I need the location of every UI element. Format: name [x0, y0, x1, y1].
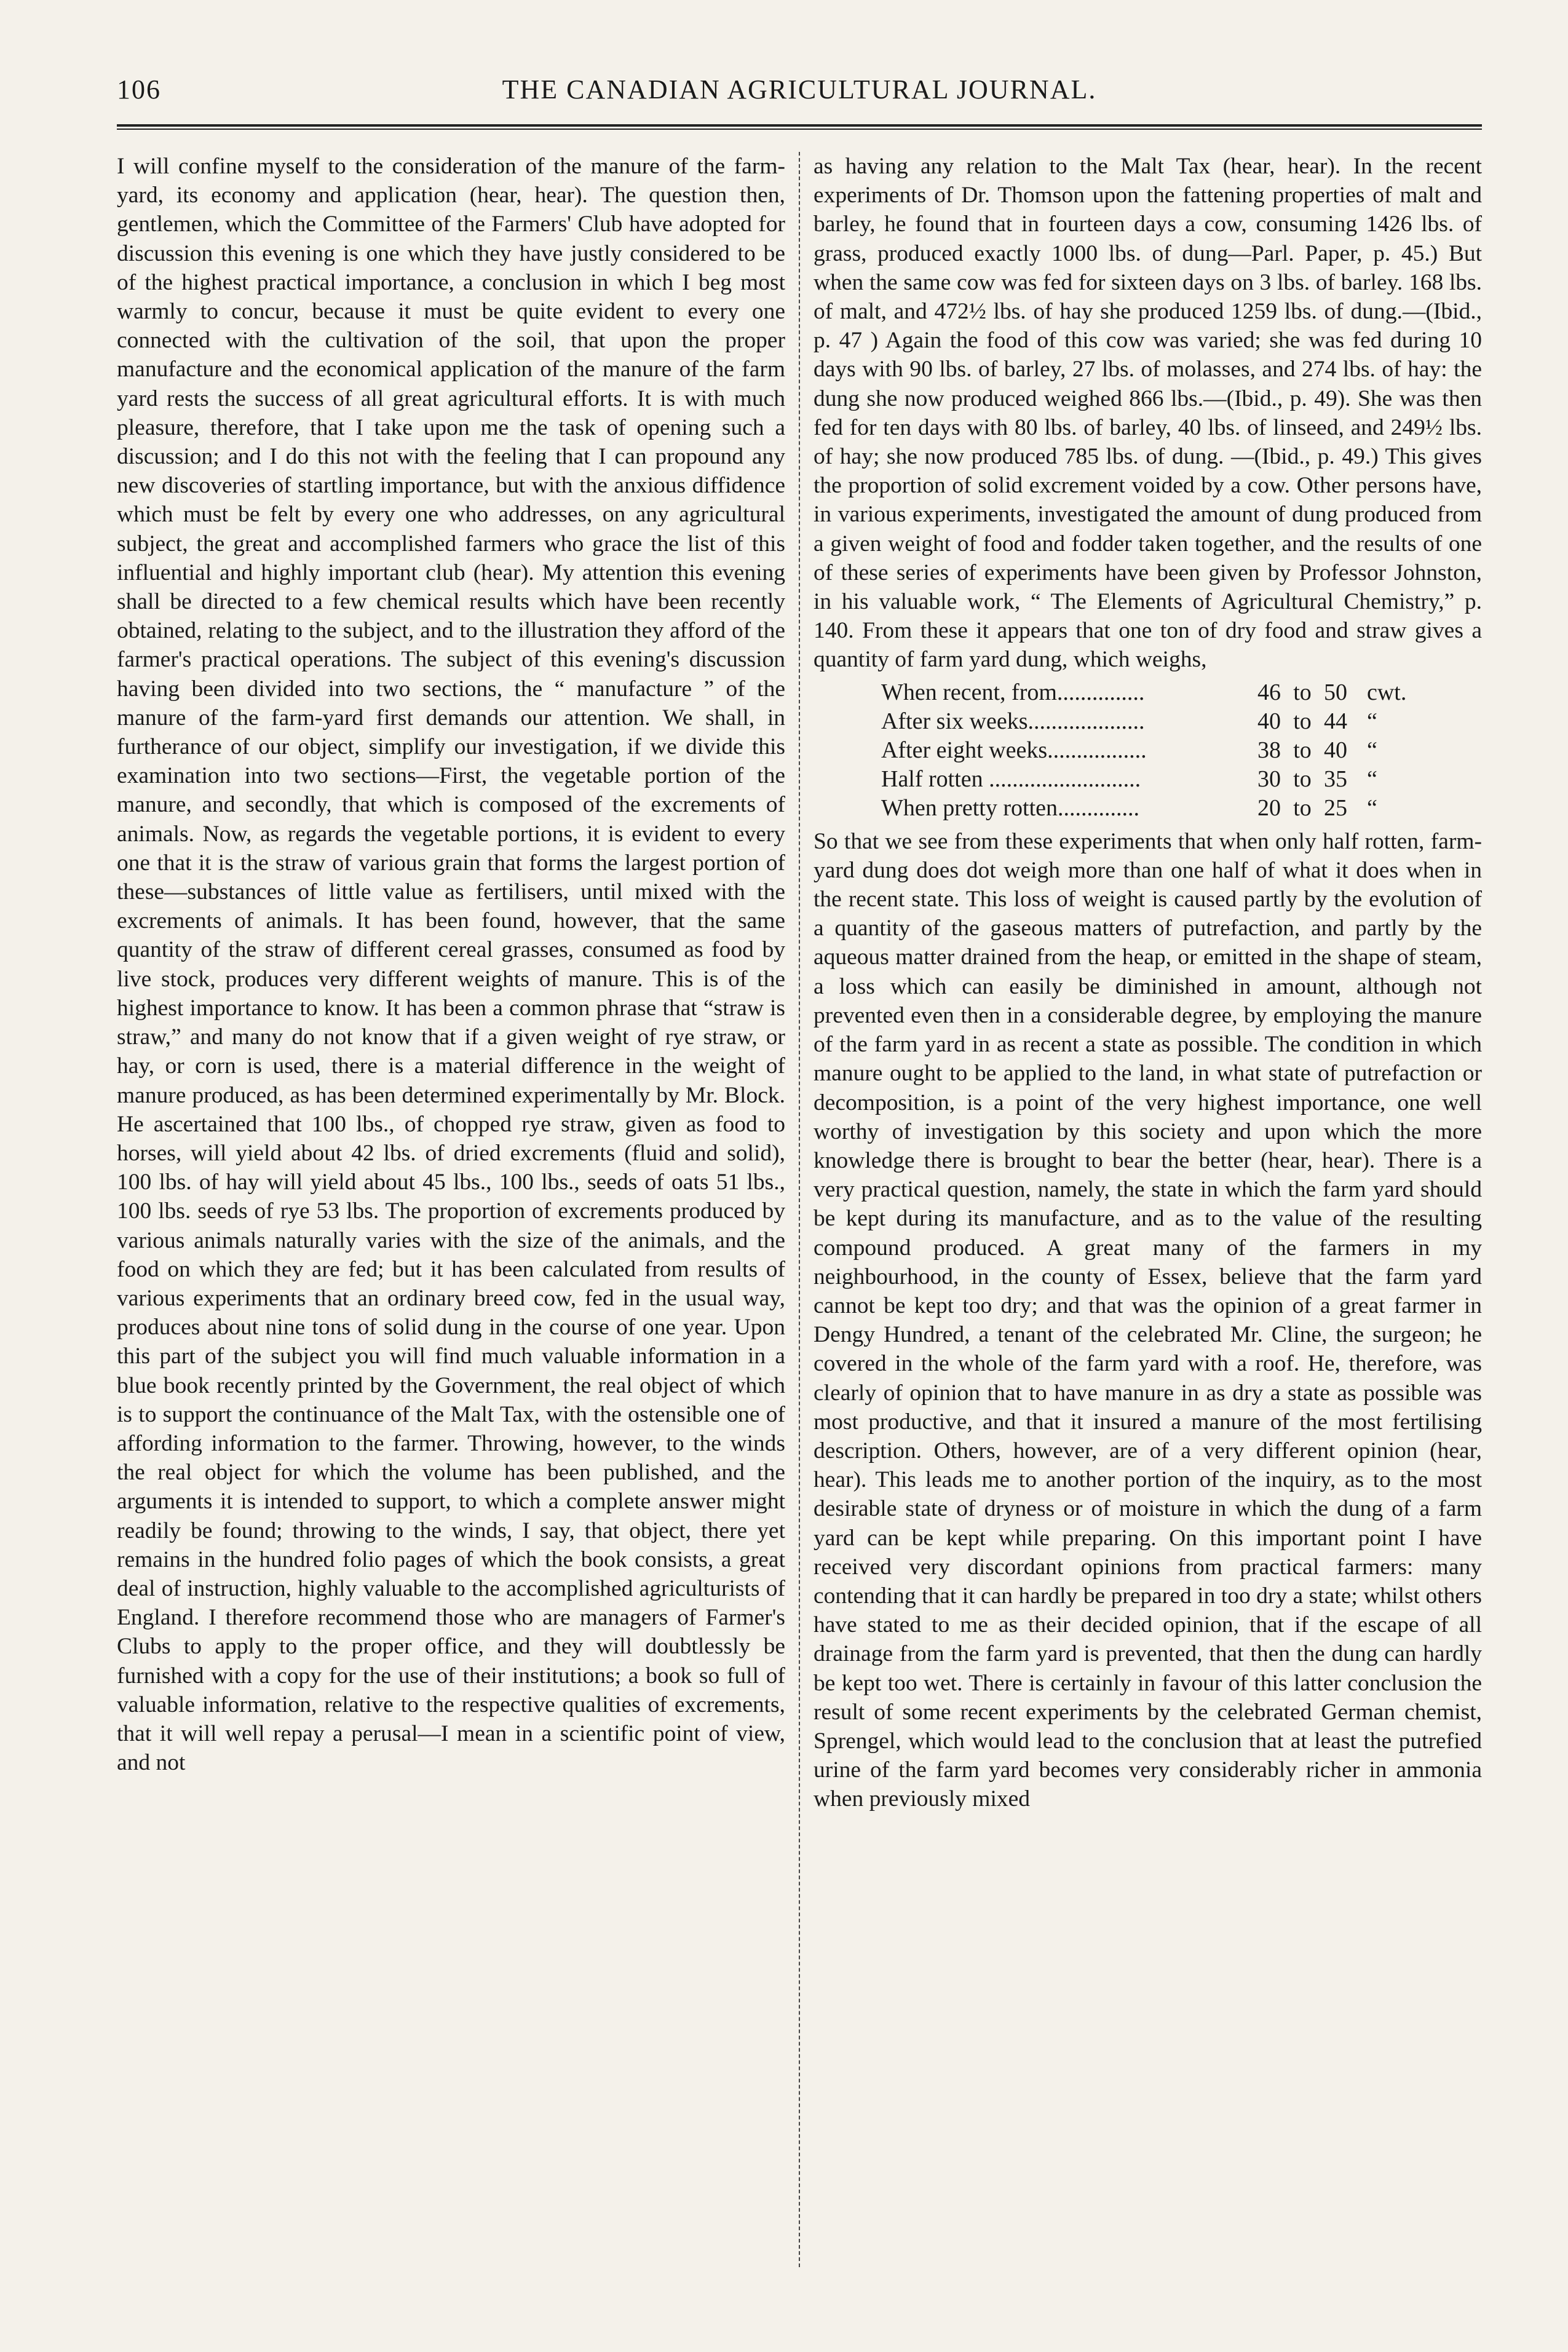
left-column [117, 152, 800, 2267]
weight-from: 20 [1257, 795, 1281, 822]
weight-to: to [1293, 679, 1312, 705]
running-head [117, 74, 1482, 117]
weight-row [881, 794, 1422, 823]
right-column-text-after: So that we see from these experiments that when only half rotten, farm-yard dung does dot weigh more than one half of what it does when in the recent state. This loss of weight is caused partly by the evolution of a quantity of the gaseous matters of putrefaction, and partly by the aqueous matter drained from the heap, or emitted in the shape of steam, a loss which can easily be diminished in amount, although not prevented even then in a considerable degree, by employing the manure of the farm yard in as recent a state as possible. The condition in which manure ought to be applied to the land, in what state of putrefaction or decomposition, is a point of the very highest importance, one well worthy of investigation by this society and upon which the more knowledge there is brought to bear the better (hear, hear). There is a very practical question, namely, the state in which the farm yard should be kept during its manufacture, and as to the value of the resulting compound produced. A great many of the farmers in my neighbourhood, in the county of Essex, believe that the farm yard cannot be kept too dry; and that was the opinion of a great farmer in Dengy Hundred, a tenant of the celebrated Mr. Cline, the surgeon; he covered in the whole of the farm yard with a roof. He, therefore, was clearly of opinion that to have manure in as dry a state as possible was most productive, and that it insured a manure of the most fertilising description. Others, however, are of a very different opinion (hear, hear). This leads me to another portion of the inquiry, as to the most desirable state of dryness or of moisture in which the dung of a farm yard can be kept while preparing. On this important point I have received very discordant opinions from practical farmers: many contending that it can hardly be prepared in too dry a state; whilst others have stated to me as their decided opinion, that if the escape of all drainage from the farm yard is prevented, that then the dung can hardly be kept too wet. There is certainly in favour of this latter conclusion the result of some recent experiments by the celebrated German chemist, Sprengel, which would lead to the conclusion that at least the putrefied urine of the farm yard becomes very considerably richer in ammonia when previously mixed [814, 828, 1482, 1812]
weight-row [881, 765, 1422, 794]
weight-row [881, 678, 1422, 707]
running-title: THE CANADIAN AGRICULTURAL JOURNAL. [502, 74, 1097, 105]
weight-from: 38 [1257, 737, 1281, 764]
weight-unit: “ [1367, 737, 1377, 764]
left-column-text: I will confine myself to the consideration of the manure of the farm-yard, its economy and application (hear, hear). The question then, gentlemen, which the Committee of the Farmers' Club have adopted for discussion this evening is one which they have justly considered to be of the highest practical importance, a conclusion in which I beg most warmly to concur, because it must be quite evident to every one connected with the cultivation of the soil, that upon the proper manufacture and the economical application of the manure of the farm yard rests the success of all great agricultural efforts. It is with much pleasure, therefore, that I take upon me the task of opening such a discussion; and I do this not with the feeling that I can propound any new discoveries of startling importance, but with the anxious diffidence which must be felt by every one who addresses, on any agricultural subject, the great and accomplished farmers who grace the list of this influential and highly important club (hear). My attention this evening shall be directed to a few chemical results which have been recently obtained, relating to the subject, and to the illustration they afford of the farmer's practical operations. The subject of this evening's discussion having been divided into two sections, the “ manufacture ” of the manure of the farm-yard first demands our attention. We shall, in furtherance of our object, simplify our investigation, if we divide this examination into two sections—First, the vegetable portion of the manure, and secondly, that which is composed of the excrements of animals. Now, as regards the vegetable portions, it is evident to every one that it is the straw of various grain that forms the largest portion of these—substances of little value as fertilisers, until mixed with the excrements of animals. It has been found, however, that the same quantity of the straw of different cereal grasses, consumed as food by live stock, produces very different weights of manure. This is of the highest importance to know. It has been a common phrase that “straw is straw,” and many do not know that if a given weight of rye straw, or hay, or corn is used, there is a material difference in the weight of manure produced, as has been determined experimentally by Mr. Block. He ascertained that 100 lbs., of chopped rye straw, given as food to horses, will yield about 42 lbs. of dried excrements (fluid and solid), 100 lbs. of hay will yield about 45 lbs., 100 lbs., seeds of oats 51 lbs., 100 lbs. seeds of rye 53 lbs. The proportion of excrements produced by various animals naturally varies with the size of the animals, and the food on which they are fed; but it has been calculated from results of various experiments that an ordinary breed cow, fed in the usual way, produces about nine tons of solid dung in the course of one year. Upon this part of the subject you will find much valuable information in a blue book recently printed by the Government, the real object of which is to support the continuance of the Malt Tax, with the ostensible one of affording information to the farmer. Throwing, however, to the winds the real object for which the volume has been published, and the arguments it is intended to support, to which a complete answer might readily be found; throwing to the winds, I say, that object, there yet remains in the hundred folio pages of which the book consists, a great deal of instruction, highly valuable to the accomplished agriculturists of England. I therefore recommend those who are managers of Farmer's Clubs to apply to the proper office, and they will doubtlessly be furnished with a copy for the use of their institutions; a book so full of valuable information, relative to the respective qualities of excrements, that it will well repay a perusal—I mean in a scientific point of view, and not [117, 154, 785, 1776]
weight-unit: “ [1367, 708, 1377, 734]
header-rule-thick [117, 124, 1482, 127]
weight-value: 35 [1324, 766, 1347, 793]
weight-unit: “ [1367, 795, 1377, 822]
weight-label: When pretty rotten.............. [881, 795, 1140, 822]
weight-unit: cwt. [1367, 679, 1407, 705]
weight-from: 30 [1257, 766, 1281, 793]
weight-to: to [1293, 795, 1312, 822]
weight-from: 46 [1257, 679, 1281, 705]
weight-to: to [1293, 708, 1312, 734]
text-columns [117, 152, 1482, 2267]
weight-row [881, 707, 1422, 736]
weight-to: to [1293, 737, 1312, 764]
weight-row [881, 736, 1422, 765]
weight-label: After eight weeks................. [881, 737, 1147, 764]
weight-unit: “ [1367, 766, 1377, 793]
weight-label: After six weeks.................... [881, 708, 1145, 734]
page-number: 106 [117, 74, 161, 105]
weight-value: 50 [1324, 679, 1347, 705]
weight-to: to [1293, 766, 1312, 793]
weight-value: 40 [1324, 737, 1347, 764]
header-rule-thin [117, 129, 1482, 130]
weight-value: 44 [1324, 708, 1347, 734]
weight-label: When recent, from............... [881, 679, 1145, 705]
right-column-text-before: as having any relation to the Malt Tax (hear, hear). In the recent experiments of Dr. Thomson upon the fattening properties of malt and barley, he found that in fourteen days a cow, consuming 1426 lbs. of grass, produced exactly 1000 lbs. of dung—Parl. Paper, p. 45.) But when the same cow was fed for sixteen days on 3 lbs. of barley. 168 lbs. of malt, and 472½ lbs. of hay she produced 1259 lbs. of dung.—(Ibid., p. 47 ) Again the food of this cow was varied; she was fed during 10 days with 90 lbs. of barley, 27 lbs. of molasses, and 274 lbs. of hay: the dung she now produced weighed 866 lbs.—(Ibid., p. 49). She was then fed for ten days with 80 lbs. of barley, 40 lbs. of linseed, and 249½ lbs. of hay; she now produced 785 lbs. of dung. —(Ibid., p. 49.) This gives the proportion of solid excrement voided by a cow. Other persons have, in various experiments, investigated the amount of dung produced from a given weight of food and fodder taken together, and the results of one of these series of experiments have been given by Professor Johnston, in his valuable work, “ The Elements of Agricultural Chemistry,” p. 140. From these it appears that one ton of dry food and straw gives a quantity of farm yard dung, which weighs, [814, 154, 1482, 673]
dung-weight-table [881, 678, 1482, 823]
weight-value: 25 [1324, 795, 1347, 822]
right-column [800, 152, 1482, 2267]
weight-label: Half rotten .......................... [881, 766, 1141, 793]
weight-from: 40 [1257, 708, 1281, 734]
